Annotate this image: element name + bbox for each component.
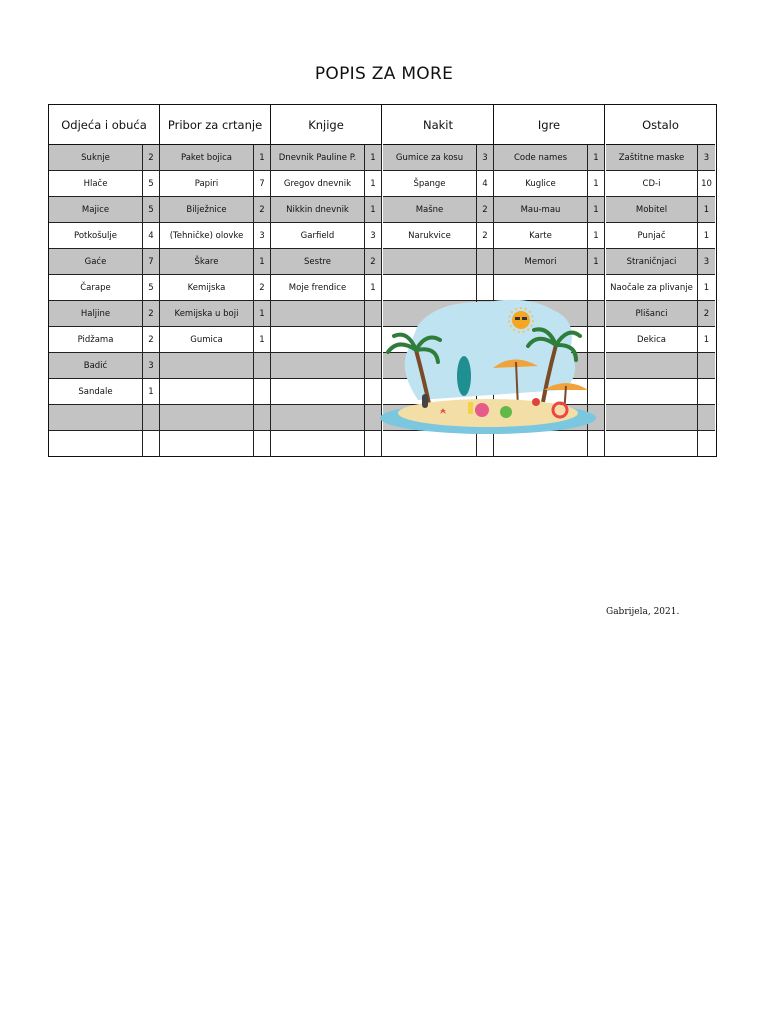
item-name-cell: Suknje	[49, 145, 143, 171]
item-name-cell	[160, 405, 254, 431]
item-name-cell: Sandale	[49, 379, 143, 405]
item-quantity-cell	[143, 431, 160, 457]
item-quantity-cell: 1	[698, 275, 715, 301]
item-quantity-cell: 3	[254, 223, 271, 249]
item-name-cell: Čarape	[49, 275, 143, 301]
item-quantity-cell: 1	[588, 145, 605, 171]
item-quantity-cell: 1	[365, 145, 382, 171]
item-name-cell: Bilježnice	[160, 197, 254, 223]
item-name-cell	[160, 379, 254, 405]
item-quantity-cell: 1	[588, 249, 605, 275]
item-name-cell: Mašne	[383, 197, 477, 223]
item-quantity-cell: 2	[143, 145, 160, 171]
item-name-cell: Straničnjaci	[606, 249, 698, 275]
item-name-cell	[606, 353, 698, 379]
item-quantity-cell: 1	[365, 197, 382, 223]
item-quantity-cell	[254, 353, 271, 379]
item-name-cell: Potkošulje	[49, 223, 143, 249]
column-header: Pribor za crtanje	[160, 105, 271, 145]
item-quantity-cell	[254, 405, 271, 431]
item-name-cell: Zaštitne maske	[606, 145, 698, 171]
column-header: Ostalo	[606, 105, 715, 145]
item-name-cell	[271, 301, 365, 327]
item-quantity-cell	[698, 353, 715, 379]
item-name-cell: Naočale za plivanje	[606, 275, 698, 301]
item-quantity-cell	[477, 249, 494, 275]
item-quantity-cell: 1	[698, 197, 715, 223]
item-name-cell: Moje frendice	[271, 275, 365, 301]
column-header: Igre	[494, 105, 605, 145]
item-quantity-cell: 5	[143, 275, 160, 301]
item-quantity-cell: 2	[254, 275, 271, 301]
item-name-cell	[606, 431, 698, 457]
item-name-cell: Papiri	[160, 171, 254, 197]
item-name-cell: Garfield	[271, 223, 365, 249]
column-header: Odjeća i obuća	[49, 105, 160, 145]
item-name-cell: Sestre	[271, 249, 365, 275]
item-quantity-cell: 5	[143, 171, 160, 197]
item-name-cell	[271, 431, 365, 457]
item-quantity-cell	[143, 405, 160, 431]
item-quantity-cell: 1	[588, 197, 605, 223]
item-name-cell: Dekica	[606, 327, 698, 353]
item-name-cell: Haljine	[49, 301, 143, 327]
item-quantity-cell: 3	[698, 145, 715, 171]
column-header: Knjige	[271, 105, 382, 145]
item-name-cell: Kuglice	[494, 171, 588, 197]
item-name-cell	[160, 353, 254, 379]
item-name-cell: Mau-mau	[494, 197, 588, 223]
item-name-cell: (Tehničke) olovke	[160, 223, 254, 249]
item-quantity-cell: 7	[143, 249, 160, 275]
item-name-cell: Pidžama	[49, 327, 143, 353]
item-quantity-cell: 1	[254, 249, 271, 275]
item-quantity-cell: 1	[143, 379, 160, 405]
item-quantity-cell: 5	[143, 197, 160, 223]
item-quantity-cell: 2	[365, 249, 382, 275]
item-quantity-cell: 2	[143, 327, 160, 353]
item-name-cell: Špange	[383, 171, 477, 197]
item-name-cell: Gumice za kosu	[383, 145, 477, 171]
item-quantity-cell: 3	[477, 145, 494, 171]
item-name-cell: Nikkin dnevnik	[271, 197, 365, 223]
item-quantity-cell: 3	[365, 223, 382, 249]
item-name-cell	[160, 431, 254, 457]
item-name-cell	[49, 431, 143, 457]
item-quantity-cell	[254, 379, 271, 405]
item-name-cell: Hlače	[49, 171, 143, 197]
item-quantity-cell: 3	[143, 353, 160, 379]
item-quantity-cell: 2	[698, 301, 715, 327]
item-name-cell	[271, 327, 365, 353]
item-name-cell: Plišanci	[606, 301, 698, 327]
item-name-cell: Paket bojica	[160, 145, 254, 171]
item-quantity-cell	[254, 431, 271, 457]
item-name-cell: Škare	[160, 249, 254, 275]
item-name-cell	[271, 379, 365, 405]
item-quantity-cell: 7	[254, 171, 271, 197]
item-quantity-cell: 2	[143, 301, 160, 327]
item-quantity-cell: 1	[698, 223, 715, 249]
item-quantity-cell	[698, 379, 715, 405]
item-name-cell	[271, 353, 365, 379]
item-name-cell	[271, 405, 365, 431]
item-quantity-cell	[698, 405, 715, 431]
item-name-cell	[606, 379, 698, 405]
item-quantity-cell: 1	[698, 327, 715, 353]
item-quantity-cell: 1	[365, 275, 382, 301]
item-quantity-cell: 1	[254, 301, 271, 327]
item-name-cell: Kemijska u boji	[160, 301, 254, 327]
item-quantity-cell: 10	[698, 171, 715, 197]
item-name-cell	[606, 405, 698, 431]
item-quantity-cell: 2	[477, 197, 494, 223]
item-name-cell: Narukvice	[383, 223, 477, 249]
item-quantity-cell: 1	[588, 223, 605, 249]
item-quantity-cell: 3	[698, 249, 715, 275]
item-quantity-cell: 1	[588, 171, 605, 197]
item-name-cell	[383, 249, 477, 275]
item-name-cell: Karte	[494, 223, 588, 249]
item-name-cell: Punjač	[606, 223, 698, 249]
item-name-cell: Gaće	[49, 249, 143, 275]
item-quantity-cell: 1	[254, 145, 271, 171]
footer-signature: Gabrijela, 2021.	[606, 607, 680, 617]
surfboard-icon	[457, 356, 471, 396]
item-name-cell: Gumica	[160, 327, 254, 353]
item-name-cell: CD-i	[606, 171, 698, 197]
item-quantity-cell: 4	[143, 223, 160, 249]
item-name-cell: Memori	[494, 249, 588, 275]
item-name-cell: Dnevnik Pauline P.	[271, 145, 365, 171]
item-quantity-cell: 2	[254, 197, 271, 223]
item-name-cell: Code names	[494, 145, 588, 171]
item-name-cell: Kemijska	[160, 275, 254, 301]
column-header: Nakit	[383, 105, 494, 145]
beach-island-illustration	[378, 290, 598, 435]
item-quantity-cell	[698, 431, 715, 457]
item-name-cell: Majice	[49, 197, 143, 223]
item-quantity-cell: 1	[254, 327, 271, 353]
item-quantity-cell: 4	[477, 171, 494, 197]
item-name-cell: Mobitel	[606, 197, 698, 223]
item-quantity-cell: 2	[477, 223, 494, 249]
item-quantity-cell: 1	[365, 171, 382, 197]
item-name-cell: Badić	[49, 353, 143, 379]
page-title: POPIS ZA MORE	[314, 64, 454, 84]
item-name-cell	[49, 405, 143, 431]
item-name-cell: Gregov dnevnik	[271, 171, 365, 197]
